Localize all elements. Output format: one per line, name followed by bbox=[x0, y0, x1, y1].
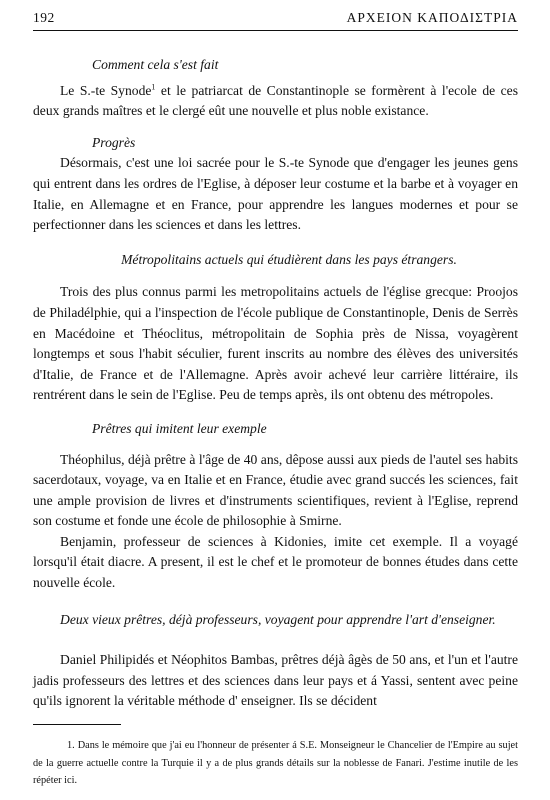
page-number: 192 bbox=[33, 10, 55, 25]
paragraph-text: Le S.-te Synode bbox=[60, 82, 152, 98]
footnote-rule bbox=[33, 724, 121, 725]
page-header bbox=[33, 8, 518, 28]
section-heading: Progrès bbox=[92, 134, 136, 150]
section-heading: Comment cela s'est fait bbox=[92, 57, 219, 72]
header-rule bbox=[33, 30, 518, 31]
running-title: ΑΡΧΕΙΟΝ ΚΑΠΟΔΙΣΤΡΙΑ bbox=[346, 10, 518, 25]
main-text bbox=[33, 55, 518, 712]
paragraph-text: et le patriarcat de Constantinople se formèrent à l'ecole de ces deux grands maîtres et le clergé eût une nouvelle et plus noble existance. bbox=[33, 82, 519, 119]
paragraph bbox=[33, 81, 518, 122]
paragraph: Théophilus, déjà prêtre à l'âge de 40 ans, dêpose aussi aux pieds de l'autel ses habits sacerdotaux, voyage, va en Italie et en France, étudie avec grand succés les sciences, fait une ample provision de livres et d'instruments scientifiques, revient à l'Eglise, reprend son costume et fonde une école de philosophie à Smirne. bbox=[33, 451, 518, 529]
section-heading: Prêtres qui imitent leur exemple bbox=[92, 420, 267, 436]
footnote-marker: 1 bbox=[151, 82, 156, 92]
footnote: 1. Dans le mémoire que j'ai eu l'honneur de présenter á S.E. Monseigneur le Chancelier de l'Empire au sujet de la guerre actuelle contre la Turquie il y a de plus grands détails sur la noblesse de Fanari. J'estime inutile de les répéter ici. bbox=[33, 740, 518, 787]
paragraph: Désormais, c'est une loi sacrée pour le S.-te Synode que d'engager les jeunes gens qui entrent dans les ordres de l'Eglise, à déposer leur costume et la barbe et à voyager en Italie, en Allemagne et en France, pour apprendre les langues modernes et pour se perfectionner dans les sciences et dans les lettres. bbox=[33, 155, 518, 233]
section-heading: Deux vieux prêtres, déjà professeurs, voyagent pour apprendre l'art d'enseigner. bbox=[60, 611, 496, 627]
section-heading: Métropolitains actuels qui étudièrent dans les pays étrangers. bbox=[121, 251, 457, 267]
paragraph: Trois des plus connus parmi les metropolitains actuels de l'église grecque: Proojos de Philadélphie, qui a l'inspection de l'école publique de Constantinople, Denis de Serrès en Macédoine et Théoclitus, métropolitain de Sophia près de Nissa, voyagèrent longtemps et sous l'habit séculier, furent inscrits au nombre des élèves des universités d'Italie, de France et de l'Allemagne. Après avoir achevé leur carrière littéraire, ils rentrérent dans le sein de l'Eglise. Peu de temps après, ils ont obtenu des métropoles. bbox=[33, 284, 518, 403]
paragraph: Daniel Philipidés et Néophitos Bambas, prêtres déjà âgès de 50 ans, et l'un et l'autre jadis professeurs des lettres et des sciences dans leur pays et á Yassi, sentent avec peine qu'ils ignorent la véritable méthode d' enseigner. Ils se décident bbox=[33, 652, 518, 709]
paragraph: Benjamin, professeur de sciences à Kidonies, imite cet exemple. Il a voyagé lorsqu'il était diacre. A present, il est le chef et le promoteur de bonnes études dans cette nouvelle école. bbox=[33, 533, 518, 591]
